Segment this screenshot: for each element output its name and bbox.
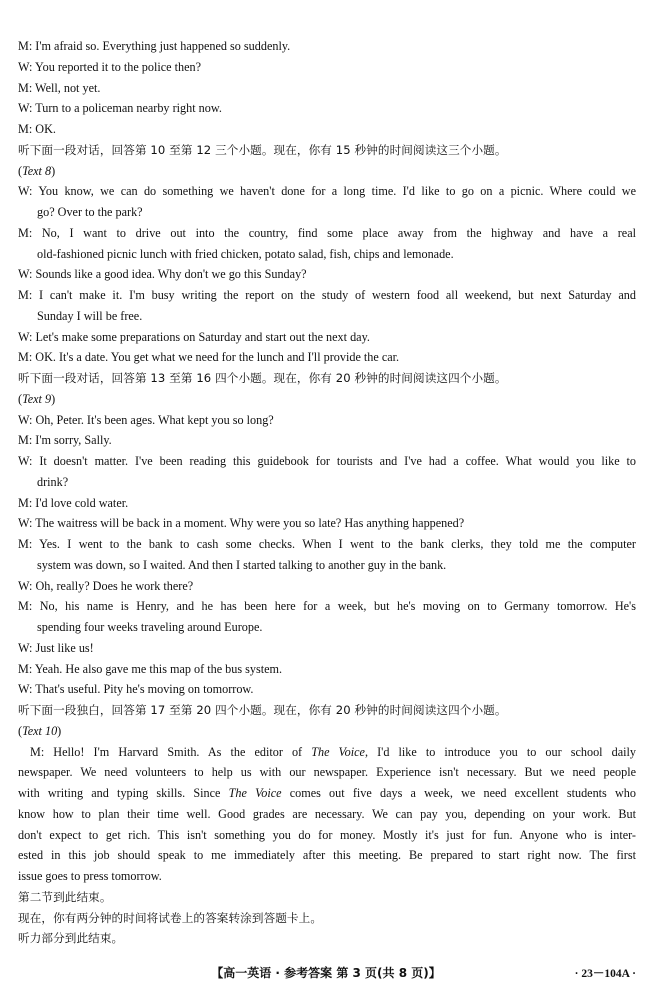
text-line: ested in this job should speak to me immediately after this meeting. Be prepared to start right now. The first — [18, 848, 636, 863]
text-line: issue goes to press tomorrow. — [18, 869, 162, 883]
text-line: W: Let's make some preparations on Saturday and start out the next day. — [18, 329, 370, 344]
text-line: (Text 9) — [18, 391, 56, 406]
text-line: M: No, I want to drive out into the country, find some place away from the highway and have a real — [18, 225, 636, 240]
text-line: M: I'd love cold water. — [18, 495, 129, 510]
text-line: M: I can't make it. I'm busy writing the report on the study of western food all weekend, but next Saturday and — [18, 288, 636, 302]
text-line: W: Turn to a policeman nearby right now. — [18, 101, 222, 116]
text-line: don't expect to get rich. This isn't something you do for money. Mostly it's just for fun. Anyone who is inter- — [18, 827, 636, 842]
text-line: W: The waitress will be back in a moment. Why were you so late? Has anything happened? — [18, 516, 465, 531]
text-line: 听下面一段独白，回答第 17 至第 20 四个小题。现在，你有 20 秒钟的时间阅读这四个小题。 — [18, 703, 507, 717]
text-line: W: Oh, Peter. It's been ages. What kept you so long? — [18, 412, 274, 427]
text-line: newspaper. We need volunteers to help us with our newspaper. Experience isn't necessary. But we need people — [18, 765, 636, 780]
text-line: W: That's useful. Pity he's moving on tomorrow. — [18, 682, 254, 697]
text-line: M: I'm afraid so. Everything just happened so suddenly. — [18, 39, 291, 53]
text-line: W: Just like us! — [18, 640, 94, 655]
text-line: 听力部分到此结束。 — [18, 931, 124, 946]
text-line: drink? — [37, 474, 69, 489]
text-line: old-fashioned picnic lunch with fried chicken, potato salad, fish, chips and lemonade. — [37, 246, 454, 261]
text-line: M: OK. — [18, 122, 56, 136]
text-line: M: Well, not yet. — [18, 80, 101, 95]
text-line: W: Sounds like a good idea. Why don't we go this Sunday? — [18, 267, 307, 282]
text-line: 听下面一段对话，回答第 10 至第 12 三个小题。现在，你有 15 秒钟的时间阅读这三个小题。 — [18, 142, 507, 157]
text-line: (Text 8) — [18, 163, 56, 178]
text-line: spending four weeks traveling around Europe. — [37, 620, 263, 634]
text-line: (Text 10) — [18, 723, 62, 738]
text-line: 第二节到此结束。 — [18, 889, 112, 904]
text-line: W: You know, we can do something we haven't done for a long time. I'd like to go on a picnic. Where could we — [18, 184, 636, 199]
text-line: M: Yeah. He also gave me this map of the bus system. — [18, 661, 283, 676]
page-footer-code: · 23－104A · — [574, 968, 636, 980]
text-line: M: I'm sorry, Sally. — [18, 433, 112, 448]
text-line: Sunday I will be free. — [37, 308, 143, 323]
text-line: know how to plan their time well. Good grades are necessary. We can pay you, depending on your work. But — [18, 806, 636, 821]
text-line: W: Oh, really? Does he work there? — [18, 578, 194, 593]
text-line: go? Over to the park? — [37, 205, 143, 219]
text-line: M: Hello! I'm Harvard Smith. As the editor of The Voice, I'd like to introduce you to our school daily — [30, 744, 636, 759]
page-footer-title: 【高一英语 · 参考答案 第 3 页(共 8 页)】 — [211, 966, 441, 980]
text-line: 听下面一段对话，回答第 13 至第 16 四个小题。现在，你有 20 秒钟的时间阅读这四个小题。 — [18, 371, 507, 385]
text-line: system was down, so I waited. And then I started talking to another guy in the bank. — [37, 557, 447, 572]
text-line: M: Yes. I went to the bank to cash some checks. When I went to the bank clerks, they told me the computer — [18, 537, 636, 551]
text-line: M: No, his name is Henry, and he has been here for a week, but he's moving on to Germany tomorrow. He's — [18, 599, 636, 614]
text-line: M: OK. It's a date. You get what we need for the lunch and I'll provide the car. — [18, 350, 400, 365]
text-line: W: It doesn't matter. I've been reading this guidebook for tourists and I've had a coffee. What would you like to — [18, 454, 636, 468]
text-line: 现在，你有两分钟的时间将试卷上的答案转涂到答题卡上。 — [18, 910, 323, 925]
text-line: W: You reported it to the police then? — [18, 59, 201, 74]
text-line: with writing and typing skills. Since The Voice comes out five days a week, we need excellent students who — [18, 786, 636, 800]
